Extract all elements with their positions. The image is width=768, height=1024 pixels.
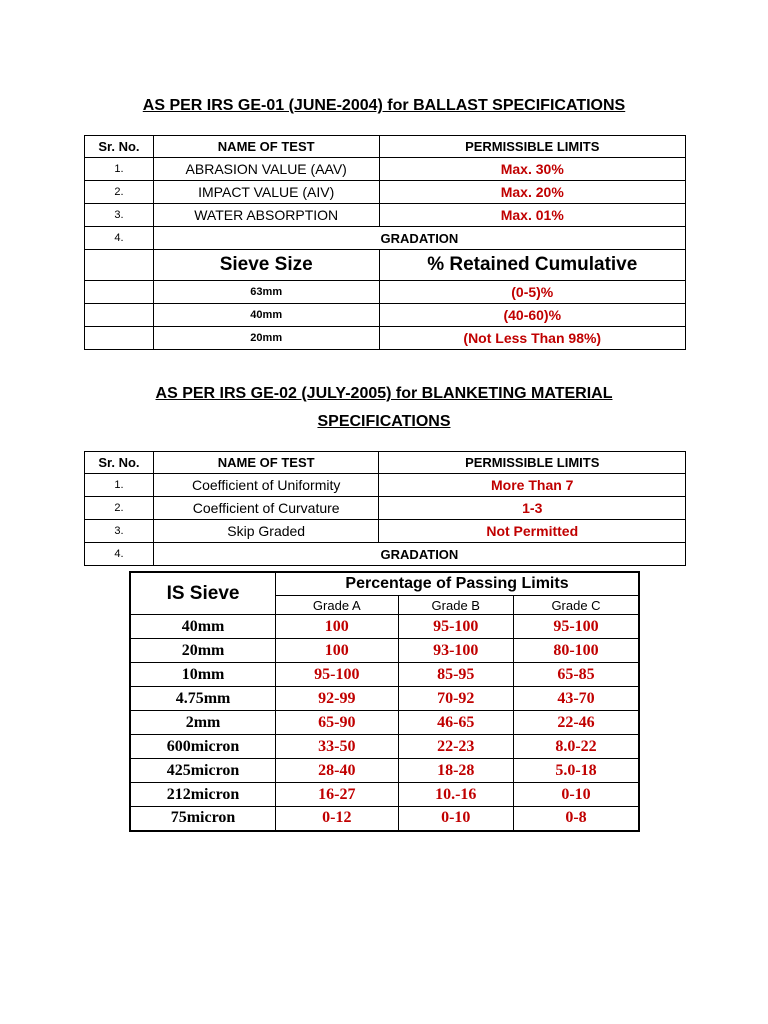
grade-c-cell: 0-10	[514, 783, 639, 807]
blanketing-heading-line1: AS PER IRS GE-02 (JULY-2005) for BLANKETING MATERIAL	[155, 385, 613, 402]
table-row	[85, 204, 686, 227]
grade-a-cell: 100	[276, 639, 398, 663]
grade-a-cell: 16-27	[276, 783, 398, 807]
table-row	[130, 759, 639, 783]
grade-a-cell: 0-12	[276, 807, 398, 831]
passing-limits-header: Percentage of Passing Limits	[276, 572, 639, 596]
empty-cell	[85, 304, 154, 327]
table-row	[130, 615, 639, 639]
grade-b-cell: 22-23	[398, 735, 514, 759]
test-name-cell: Skip Graded	[153, 520, 379, 543]
ballast-spec-table	[84, 135, 686, 350]
grade-b-cell: 85-95	[398, 663, 514, 687]
table-row	[130, 687, 639, 711]
grade-b-cell: 95-100	[398, 615, 514, 639]
grade-a-cell: 28-40	[276, 759, 398, 783]
grade-a-cell: 95-100	[276, 663, 398, 687]
grade-c-cell: 43-70	[514, 687, 639, 711]
test-name-cell: IMPACT VALUE (AIV)	[153, 181, 379, 204]
permissible-limits-header: PERMISSIBLE LIMITS	[379, 136, 685, 158]
sieve-cell: 4.75mm	[130, 687, 276, 711]
retained-cell: (0-5)%	[379, 281, 685, 304]
limit-cell: Max. 30%	[379, 158, 685, 181]
table-row	[130, 735, 639, 759]
grade-a-header: Grade A	[276, 596, 398, 615]
sr-no-cell: 4.	[85, 227, 154, 250]
grade-c-cell: 22-46	[514, 711, 639, 735]
sieve-cell: 10mm	[130, 663, 276, 687]
table-row	[85, 304, 686, 327]
retained-cell: (Not Less Than 98%)	[379, 327, 685, 350]
sr-no-cell: 4.	[85, 543, 154, 566]
table-row	[130, 711, 639, 735]
table-row	[130, 639, 639, 663]
sieve-size-cell: 20mm	[153, 327, 379, 350]
grade-c-cell: 95-100	[514, 615, 639, 639]
limit-cell: Max. 01%	[379, 204, 685, 227]
grade-c-cell: 65-85	[514, 663, 639, 687]
name-of-test-header: NAME OF TEST	[153, 136, 379, 158]
retained-cumulative-header: % Retained Cumulative	[379, 250, 685, 281]
table-row	[130, 807, 639, 831]
grade-b-cell: 0-10	[398, 807, 514, 831]
is-sieve-header: IS Sieve	[130, 572, 276, 615]
empty-cell	[85, 327, 154, 350]
table-row	[85, 281, 686, 304]
sr-no-cell: 1.	[85, 474, 154, 497]
limit-cell: Max. 20%	[379, 181, 685, 204]
sr-no-cell: 2.	[85, 497, 154, 520]
table-row	[130, 663, 639, 687]
name-of-test-header: NAME OF TEST	[153, 452, 379, 474]
table-row	[85, 158, 686, 181]
grade-c-cell: 8.0-22	[514, 735, 639, 759]
retained-cell: (40-60)%	[379, 304, 685, 327]
grade-a-cell: 92-99	[276, 687, 398, 711]
permissible-limits-header: PERMISSIBLE LIMITS	[379, 452, 686, 474]
sieve-size-cell: 40mm	[153, 304, 379, 327]
blanketing-heading-line2: SPECIFICATIONS	[317, 413, 451, 430]
sieve-cell: 600micron	[130, 735, 276, 759]
test-name-cell: Coefficient of Uniformity	[153, 474, 379, 497]
limit-cell: More Than 7	[379, 474, 686, 497]
blanketing-spec-table	[84, 451, 686, 566]
empty-cell	[85, 281, 154, 304]
table-row	[85, 520, 686, 543]
grade-b-cell: 93-100	[398, 639, 514, 663]
limit-cell: Not Permitted	[379, 520, 686, 543]
grade-a-cell: 33-50	[276, 735, 398, 759]
grade-b-header: Grade B	[398, 596, 514, 615]
sieve-cell: 75micron	[130, 807, 276, 831]
table-row	[85, 474, 686, 497]
limit-cell: 1-3	[379, 497, 686, 520]
table-row	[85, 327, 686, 350]
sr-no-cell: 1.	[85, 158, 154, 181]
grade-b-cell: 10.-16	[398, 783, 514, 807]
test-name-cell: WATER ABSORPTION	[153, 204, 379, 227]
sieve-cell: 212micron	[130, 783, 276, 807]
grade-b-cell: 46-65	[398, 711, 514, 735]
sieve-cell: 20mm	[130, 639, 276, 663]
sieve-size-cell: 63mm	[153, 281, 379, 304]
test-name-cell: Coefficient of Curvature	[153, 497, 379, 520]
empty-cell	[85, 250, 154, 281]
sr-no-cell: 2.	[85, 181, 154, 204]
test-name-cell: ABRASION VALUE (AAV)	[153, 158, 379, 181]
sieve-size-header: Sieve Size	[153, 250, 379, 281]
grade-b-cell: 70-92	[398, 687, 514, 711]
table-row	[85, 181, 686, 204]
grade-c-cell: 80-100	[514, 639, 639, 663]
sr-no-cell: 3.	[85, 204, 154, 227]
grade-a-cell: 100	[276, 615, 398, 639]
gradation-row	[85, 227, 686, 250]
grade-a-cell: 65-90	[276, 711, 398, 735]
table-row	[130, 783, 639, 807]
gradation-row	[85, 543, 686, 566]
grade-c-header: Grade C	[514, 596, 639, 615]
sr-no-header: Sr. No.	[85, 136, 154, 158]
grade-c-cell: 0-8	[514, 807, 639, 831]
grade-c-cell: 5.0-18	[514, 759, 639, 783]
grade-b-cell: 18-28	[398, 759, 514, 783]
ballast-heading: AS PER IRS GE-01 (JUNE-2004) for BALLAST SPECIFICATIONS	[142, 97, 626, 114]
sr-no-header: Sr. No.	[85, 452, 154, 474]
gradation-label: GRADATION	[153, 227, 685, 250]
gradation-label: GRADATION	[153, 543, 685, 566]
sieve-cell: 425micron	[130, 759, 276, 783]
sr-no-cell: 3.	[85, 520, 154, 543]
table-row	[85, 497, 686, 520]
sieve-cell: 40mm	[130, 615, 276, 639]
sieve-cell: 2mm	[130, 711, 276, 735]
passing-limits-table	[129, 571, 640, 832]
